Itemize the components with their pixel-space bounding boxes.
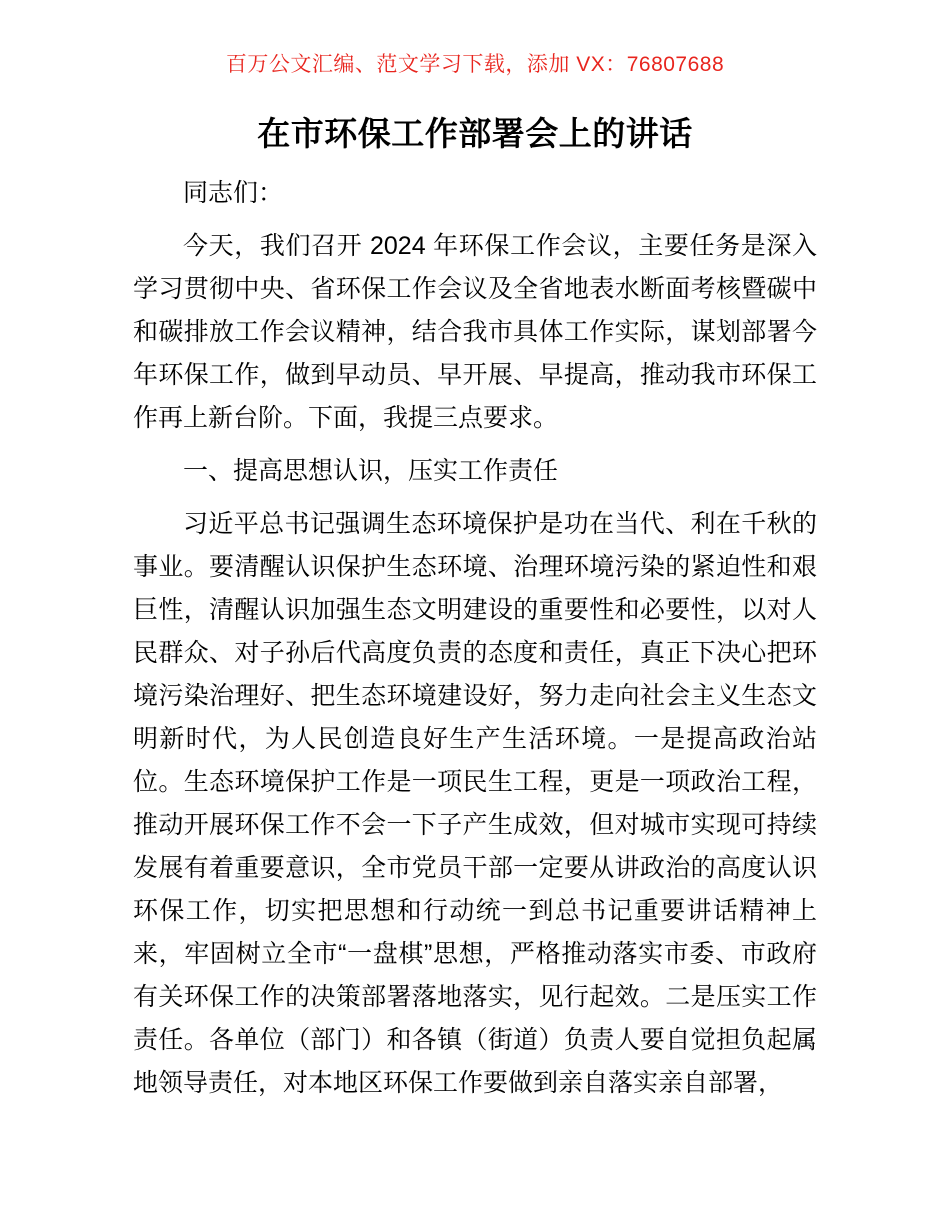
paragraph-section-1: 习近平总书记强调生态环境保护是功在当代、利在千秋的事业。要清醒认识保护生态环境、治理环境污染的紧迫性和艰巨性，清醒认识加强生态文明建设的重要性和必要性，以对人民群众、对子孙后代高度负责的态度和责任，真正下决心把环境污染治理好、把生态环境建设好，努力走向社会主义生态文明新时代，为人民创造良好生产生活环境。一是提高政治站位。生态环境保护工作是一项民生工程，更是一项政治工程，推动开展环保工作不会一下子产生成效，但对城市实现可持续发展有着重要意识，全市党员干部一定要从讲政治的高度认识环保工作，切实把思想和行动统一到总书记重要讲话精神上来，牢固树立全市“一盘棋”思想，严格推动落实市委、市政府有关环保工作的决策部署落地落实，见行起效。二是压实工作责任。各单位（部门）和各镇（街道）负责人要自觉担负起属地领导责任，对本地区环保工作要做到亲自落实亲自部署， bbox=[133, 510, 817, 1097]
section-heading-1: 一、提高思想认识，压实工作责任 bbox=[183, 457, 559, 485]
salutation: 同志们： bbox=[183, 179, 284, 207]
paragraph-intro: 今天，我们召开 2024 年环保工作会议，主要任务是深入学习贯彻中央、省环保工作会议及全省地表水断面考核暨碳中和碳排放工作会议精神，结合我市具体工作实际，谋划部署今年环保工作，做到早动员、早开展、早提高，推动我市环保工作再上新台阶。下面，我提三点要求。 bbox=[133, 232, 817, 432]
promo-banner-text: 百万公文汇编、范文学习下载，添加 VX：76807688 bbox=[225, 53, 725, 76]
document-title: 在市环保工作部署会上的讲话 bbox=[257, 115, 693, 152]
